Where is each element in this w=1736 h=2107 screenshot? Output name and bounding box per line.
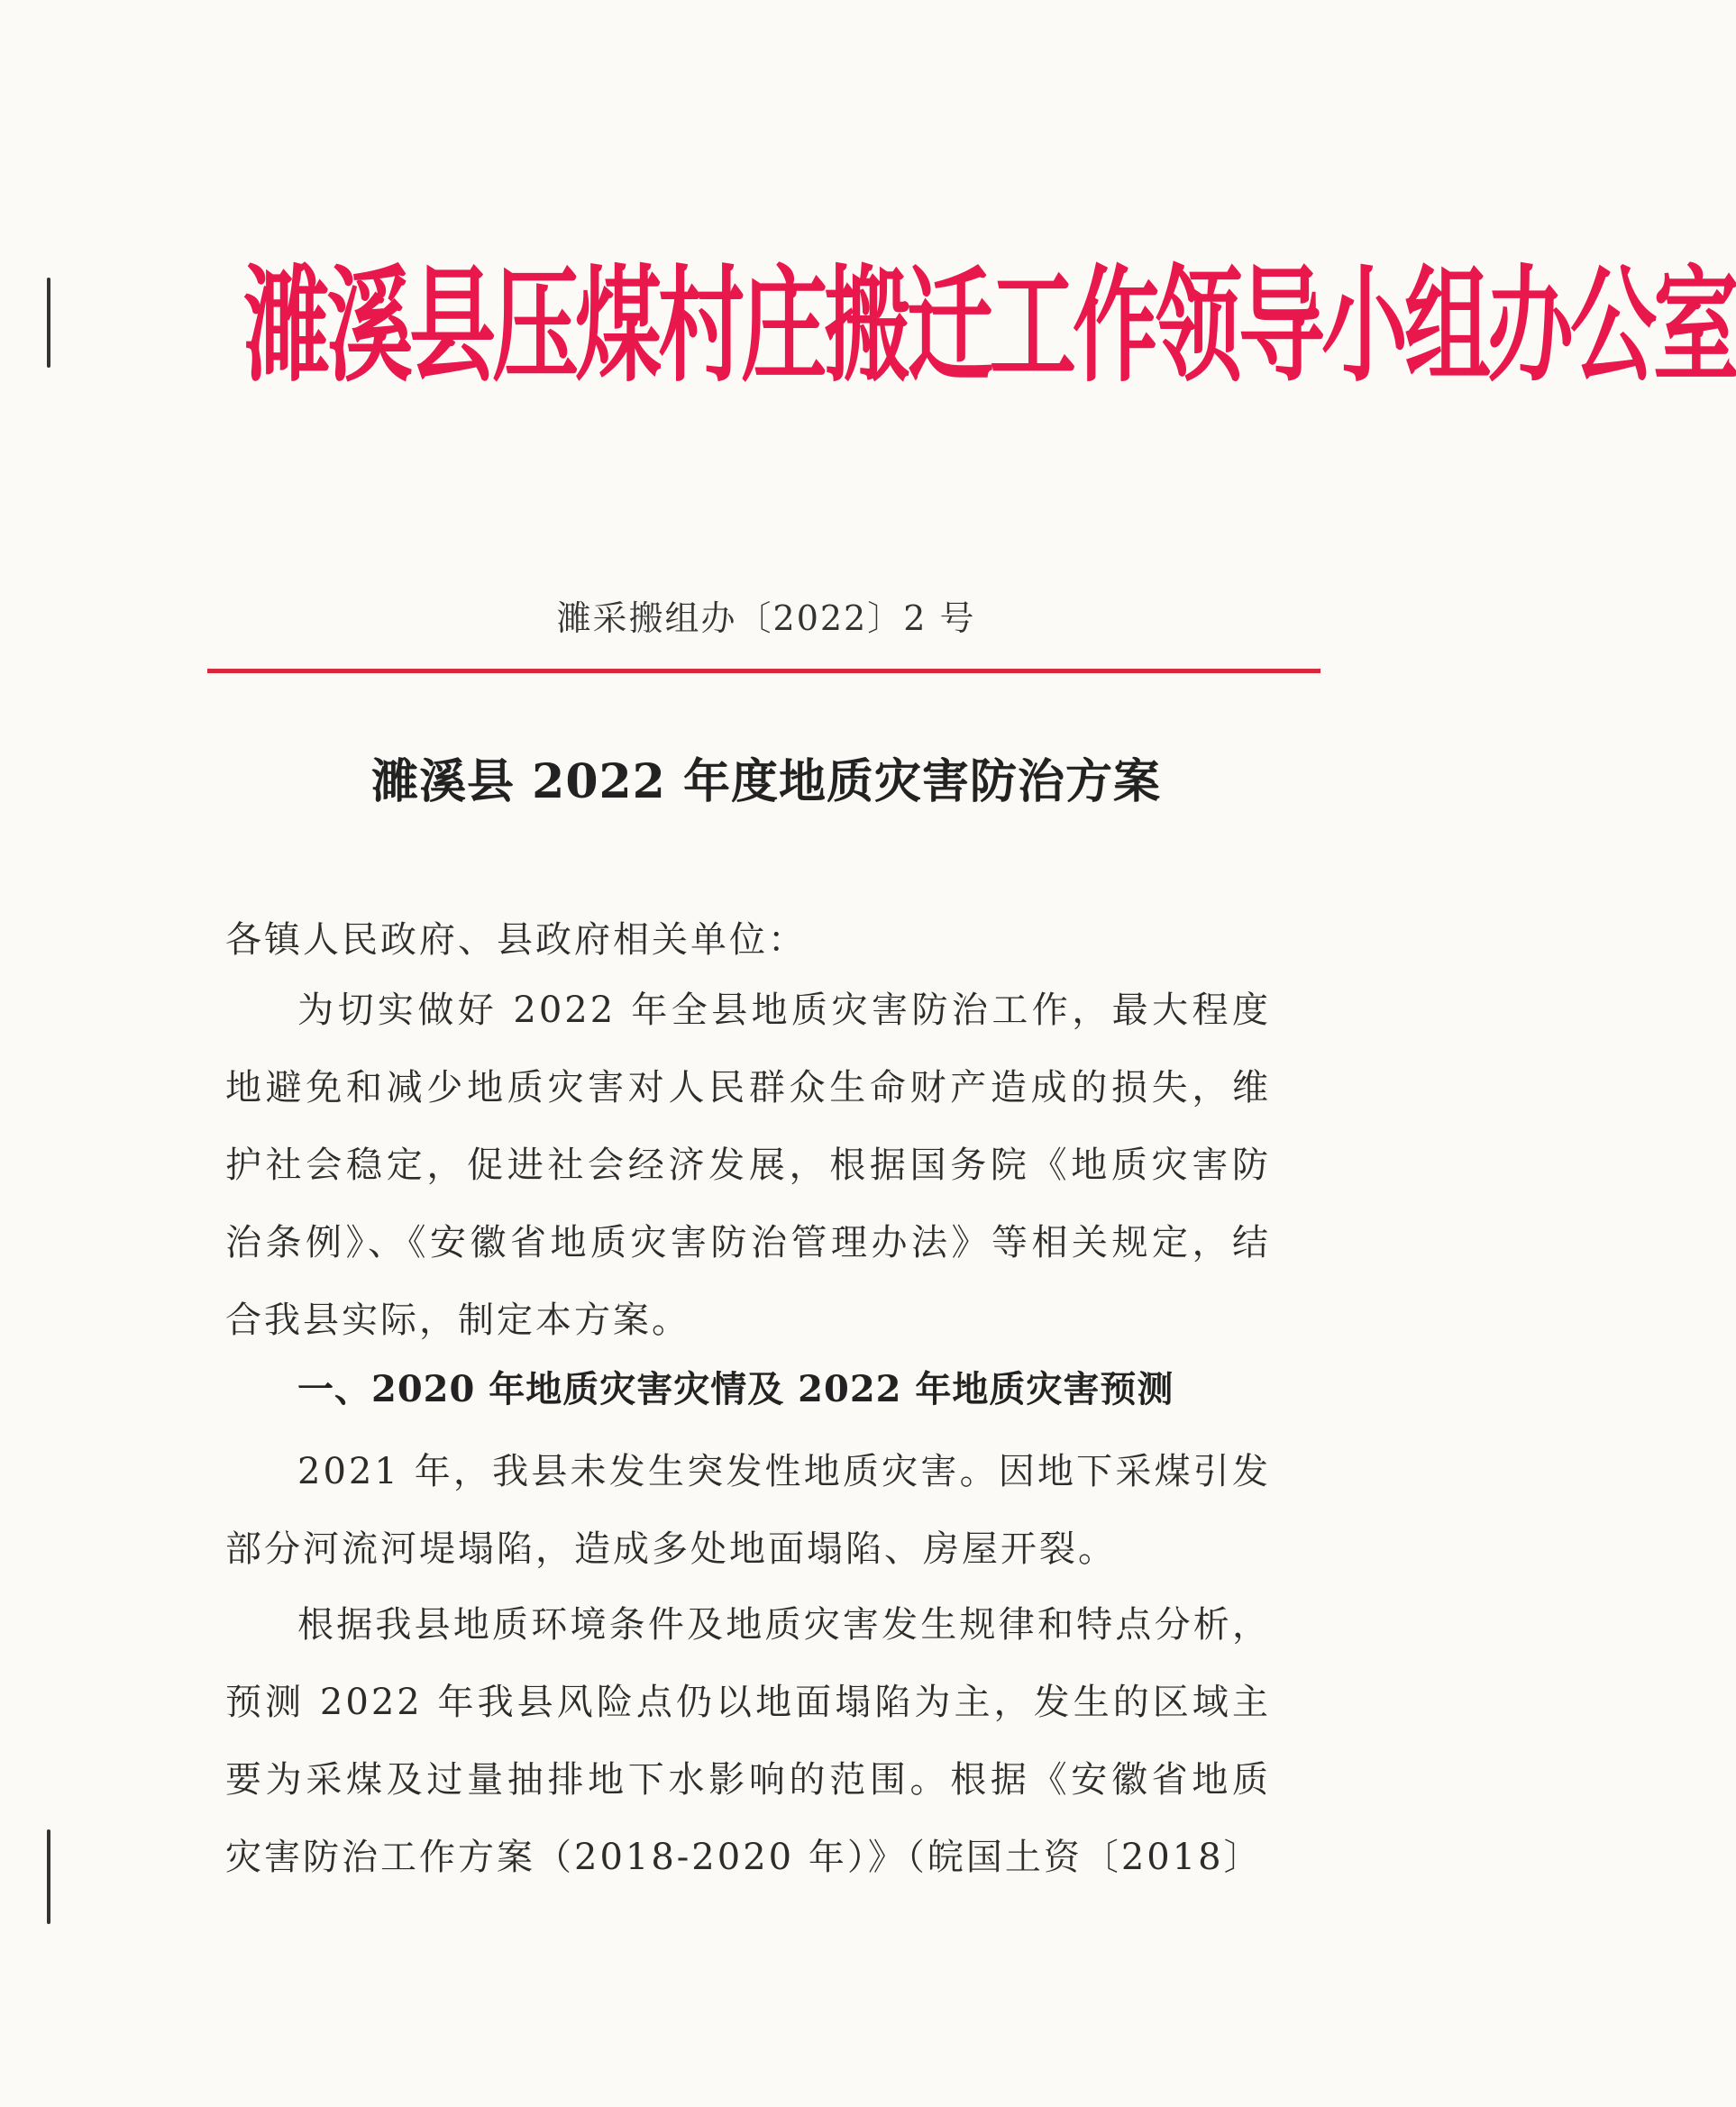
document-number: 濉采搬组办〔2022〕2 号 [556,598,976,638]
paragraph-intro-text: 为切实做好 2022 年全县地质灾害防治工作，最大程度地避免和减少地质灾害对人民群众生命财产造成的损失，维护社会稳定，促进社会经济发展，根据国务院《地质灾害防治条例》、《安徽省地质灾害防治管理办法》等相关规定，结合我县实际，制定本方案。 [225,990,1271,1341]
salutation [225,901,1271,979]
issuer-red-header: 濉溪县压煤村庄搬迁工作领导小组办公室 [243,252,1736,400]
paragraph-2021-situation [225,1433,1271,1588]
salutation-text: 各镇人民政府、县政府相关单位： [225,919,807,961]
staple-mark-top [47,278,50,368]
document-title: 濉溪县 2022 年度地质灾害防治方案 [371,754,1161,809]
paragraph-2022-forecast-text: 根据我县地质环境条件及地质灾害发生规律和特点分析，预测 2022 年我县风险点仍以地面塌陷为主，发生的区域主要为采煤及过量抽排地下水影响的范围。根据《安徽省地质灾害防治工作方案（2018-2020 年）》（皖国土资〔2018〕 [225,1604,1271,1878]
red-divider-line [207,669,1320,673]
paragraph-intro [225,971,1271,1359]
paragraph-2022-forecast [225,1586,1271,1896]
paragraph-2021-situation-text: 2021 年，我县未发生突发性地质灾害。因地下采煤引发部分河流河堤塌陷，造成多处地面塌陷、房屋开裂。 [225,1451,1271,1570]
section-heading-1: 一、2020 年地质灾害灾情及 2022 年地质灾害预测 [297,1368,1174,1410]
staple-mark-bottom [47,1829,50,1924]
